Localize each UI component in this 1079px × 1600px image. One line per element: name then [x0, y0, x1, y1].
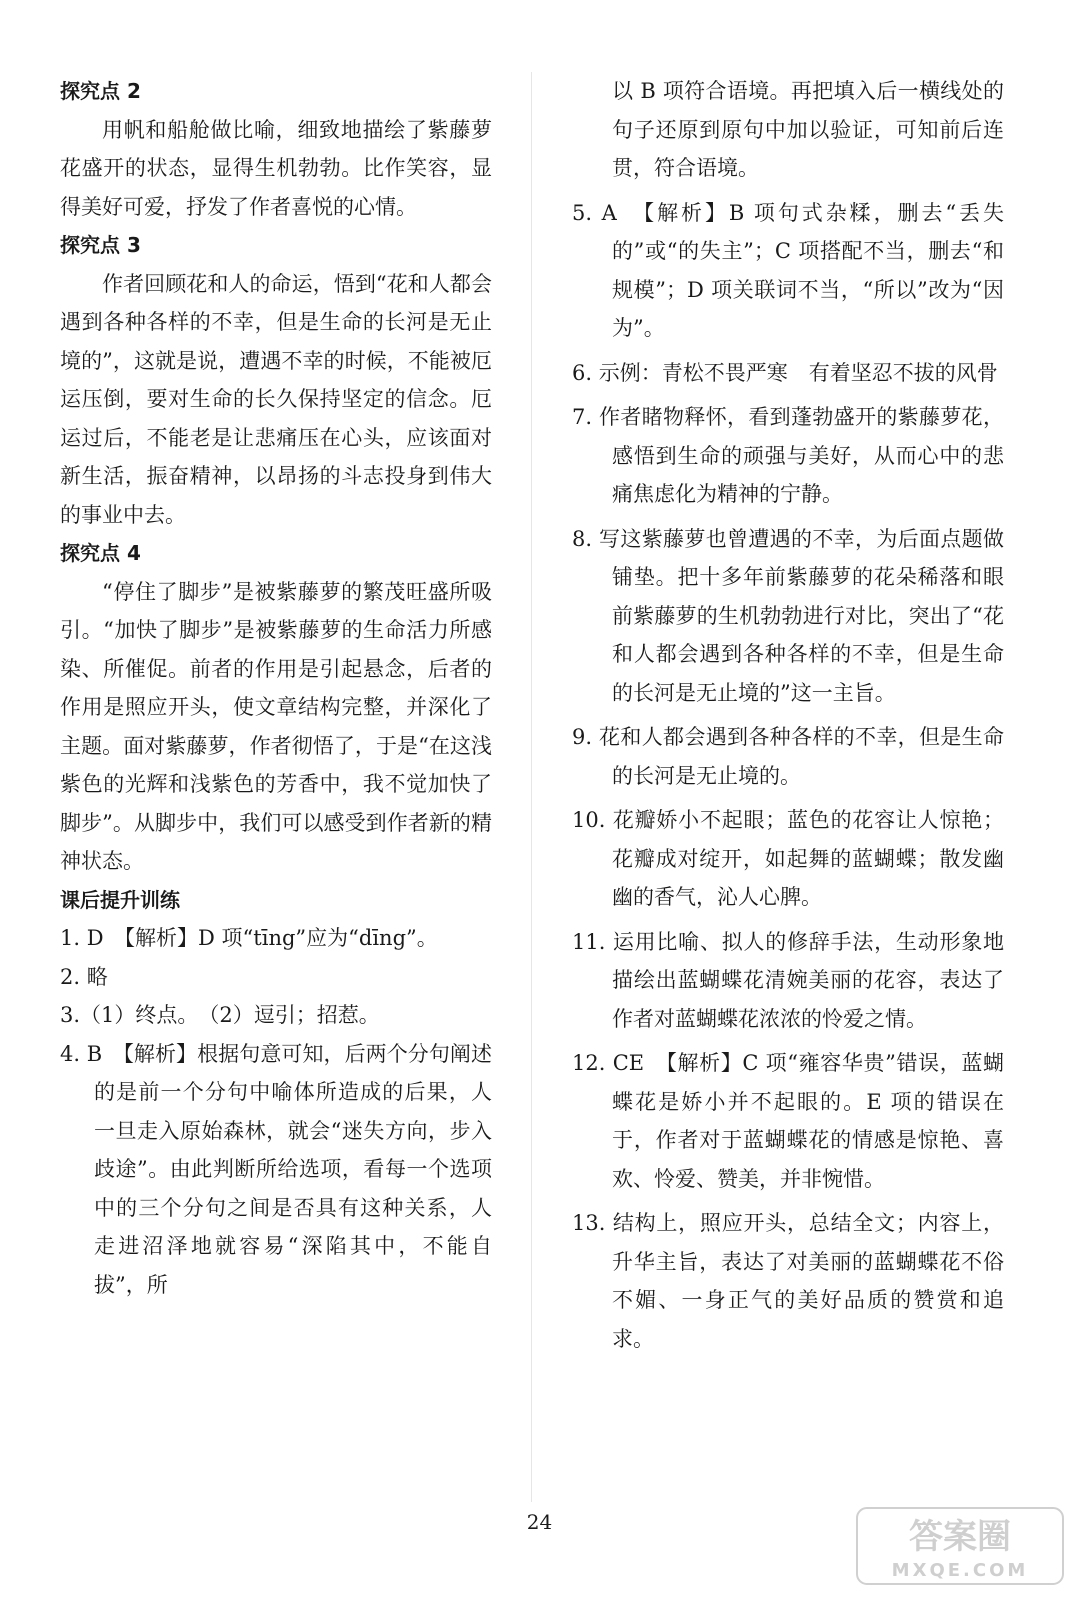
page-number: 24 — [526, 1510, 553, 1534]
answer-11: 11. 运用比喻、拟人的修辞手法，生动形象地描绘出蓝蝴蝶花清婉美丽的花容，表达了作者对蓝蝴蝶花浓浓的怜爱之情。 — [572, 929, 1004, 1031]
right-column — [572, 72, 1004, 1364]
left-column — [60, 72, 492, 1304]
answer-13: 13. 结构上，照应开头，总结全文；内容上，升华主旨，表达了对美丽的蓝蝴蝶花不俗不媚、一身正气的美好品质的赞赏和追求。 — [572, 1211, 1004, 1351]
answer-8: 8. 写这紫藤萝也曾遭遇的不幸，为后面点题做铺垫。把十多年前紫藤萝的花朵稀落和眼前紫藤萝的生机勃勃进行对比，突出了“花和人都会遇到各种各样的不幸，但是生命的长河是无止境的”这一主旨。 — [572, 526, 1004, 705]
answer-6: 6. 示例：青松不畏严寒 有着坚忍不拔的风骨 — [572, 360, 998, 385]
answer-4-continued: 以 B 项符合语境。再把填入后一横线处的句子还原到原句中加以验证，可知前后连贯，符合语境。 — [612, 79, 1004, 180]
answer-2: 2. 略 — [60, 964, 108, 989]
answer-5: 5. A 【解析】B 项句式杂糅，删去“丢失的”或“的失主”；C 项搭配不当，删去“和规模”；D 项关联词不当，“所以”改为“因为”。 — [572, 200, 1004, 340]
paragraph-3: 作者回顾花和人的命运，悟到“花和人都会遇到各种各样的不幸，但是生命的长河是无止境的”，这就是说，遭遇不幸的时候，不能被厄运压倒，要对生命的长久保持坚定的信念。厄运过后，不能老是让悲痛压在心头，应该面对新生活，振奋精神，以昂扬的斗志投身到伟大的事业中去。 — [60, 271, 492, 527]
answer-12: 12. CE 【解析】C 项“雍容华贵”错误，蓝蝴蝶花是娇小并不起眼的。E 项的错误在于，作者对于蓝蝴蝶花的情感是惊艳、喜欢、怜爱、赞美，并非惋惜。 — [572, 1051, 1004, 1191]
section-heading-exercises: 课后提升训练 — [60, 887, 180, 912]
answer-3: 3.（1）终点。 （2）逗引；招惹。 — [60, 1003, 380, 1027]
answer-9: 9. 花和人都会遇到各种各样的不幸，但是生命的长河是无止境的。 — [572, 725, 1004, 788]
watermark-logo — [855, 1506, 1065, 1586]
section-heading-4: 探究点 4 — [60, 541, 141, 565]
watermark-text: 答案圈 — [909, 1517, 1011, 1557]
watermark-url: MXQE.COM — [891, 1560, 1029, 1581]
answer-1: 1. D 【解析】D 项“tīng”应为“dīng”。 — [60, 926, 438, 950]
paragraph-2: 用帆和船舱做比喻，细致地描绘了紫藤萝花盛开的状态，显得生机勃勃。比作笑容，显得美好可爱，抒发了作者喜悦的心情。 — [60, 117, 492, 219]
section-heading-3: 探究点 3 — [60, 233, 141, 257]
answer-10: 10. 花瓣娇小不起眼；蓝色的花容让人惊艳；花瓣成对绽开，如起舞的蓝蝴蝶；散发幽幽的香气，沁人心脾。 — [572, 808, 1004, 909]
column-divider — [531, 72, 532, 1502]
answer-7: 7. 作者睹物释怀，看到蓬勃盛开的紫藤萝花，感悟到生命的顽强与美好，从而心中的悲痛焦虑化为精神的宁静。 — [572, 405, 1004, 506]
section-heading-2: 探究点 2 — [60, 79, 141, 103]
paragraph-4: “停住了脚步”是被紫藤萝的繁茂旺盛所吸引。“加快了脚步”是被紫藤萝的生命活力所感染、所催促。前者的作用是引起悬念，后者的作用是照应开头，使文章结构完整，并深化了主题。面对紫藤萝，作者彻悟了，于是“在这浅紫色的光辉和浅紫色的芳香中，我不觉加快了脚步”。从脚步中，我们可以感受到作者新的精神状态。 — [60, 579, 492, 873]
answer-4: 4. B 【解析】根据句意可知，后两个分句阐述的是前一个分句中喻体所造成的后果，人一旦走入原始森林，就会“迷失方向，步入歧途”。由此判断所给选项，看每一个选项中的三个分句之间是否具有这种关系，人走进沼泽地就容易“深陷其中，不能自拔”，所 — [60, 1041, 492, 1297]
